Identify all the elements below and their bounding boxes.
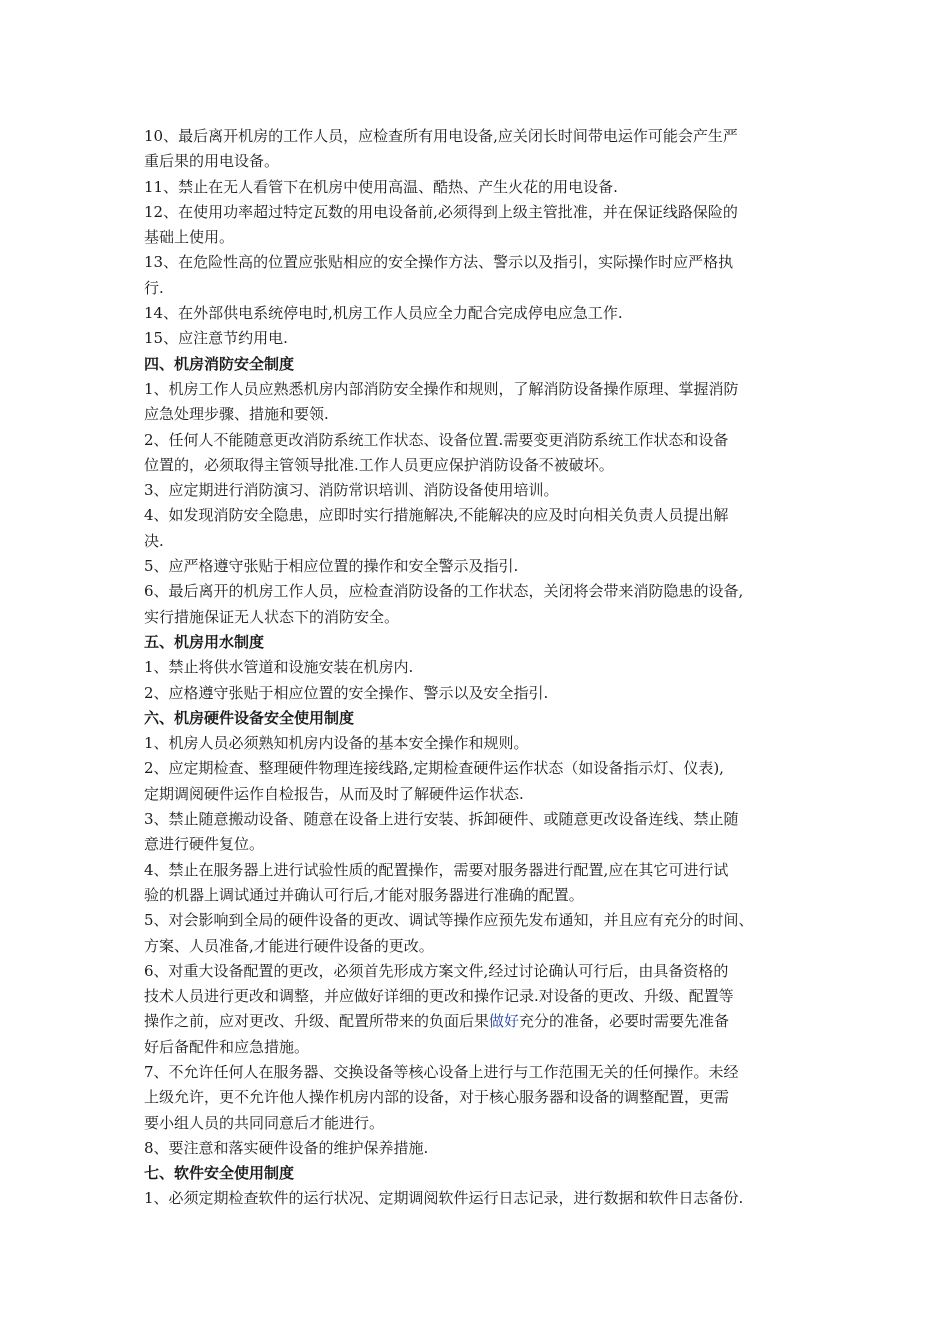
document-page: [144, 124, 824, 1212]
text-line: [144, 554, 824, 579]
section-heading: [144, 352, 824, 377]
line-text: 14、在外部供电系统停电时,机房工作人员应全力配合完成停电应急工作.: [144, 304, 623, 323]
inline-link[interactable]: 做好: [489, 1012, 520, 1031]
line-text-continued: 充分的准备，必要时需要先准备: [519, 1012, 730, 1031]
line-text: 实行措施保证无人状态下的消防安全。: [144, 607, 400, 626]
text-line: [144, 984, 824, 1009]
text-line: [144, 1060, 824, 1085]
line-text: 技术人员进行更改和调整，并应做好详细的更改和操作记录.对设备的更改、升级、配置等: [144, 987, 734, 1006]
line-text: 6、对重大设备配置的更改，必须首先形成方案文件,经过讨论确认可行后，由具备资格的: [144, 961, 729, 980]
text-line: [144, 605, 824, 630]
text-line: [144, 377, 824, 402]
text-line: [144, 326, 824, 351]
line-text: 1、必须定期检查软件的运行状况、定期调阅软件运行日志记录，进行数据和软件日志备份.: [144, 1189, 744, 1208]
line-text: 8、要注意和落实硬件设备的维护保养措施.: [144, 1138, 429, 1157]
line-text: 2、任何人不能随意更改消防系统工作状态、设备位置.需要变更消防系统工作状态和设备: [144, 430, 729, 449]
line-text: 应急处理步骤、措施和要领.: [144, 405, 329, 424]
text-line: [144, 681, 824, 706]
text-line: [144, 1186, 824, 1211]
text-line: [144, 124, 824, 149]
text-line: [144, 832, 824, 857]
text-line: [144, 1111, 824, 1136]
line-text: 五、机房用水制度: [144, 632, 265, 651]
line-text: 七、软件安全使用制度: [144, 1164, 295, 1183]
section-heading: [144, 706, 824, 731]
text-line: [144, 175, 824, 200]
text-line: [144, 1136, 824, 1161]
line-text: 定期调阅硬件运作自检报告，从而及时了解硬件运作状态.: [144, 784, 524, 803]
text-line: [144, 225, 824, 250]
line-text: 3、应定期进行消防演习、消防常识培训、消防设备使用培训。: [144, 481, 559, 500]
line-text: 2、应格遵守张贴于相应位置的安全操作、警示以及安全指引.: [144, 683, 549, 702]
section-heading: [144, 630, 824, 655]
line-text: 基础上使用。: [144, 228, 235, 247]
line-text: 方案、人员准备,才能进行硬件设备的更改。: [144, 936, 434, 955]
line-text: 13、在危险性高的位置应张贴相应的安全操作方法、警示以及指引，实际操作时应严格执: [144, 253, 734, 272]
text-line: [144, 1009, 824, 1034]
line-text: 15、应注意节约用电.: [144, 329, 288, 348]
text-line: [144, 149, 824, 174]
line-text: 5、对会影响到全局的硬件设备的更改、调试等操作应预先发布通知，并且应有充分的时间、: [144, 911, 754, 930]
line-text: 4、如发现消防安全隐患，应即时实行措施解决,不能解决的应及时向相关负责人员提出解: [144, 506, 729, 525]
text-line: [144, 934, 824, 959]
text-line: [144, 301, 824, 326]
line-text: 2、应定期检查、整理硬件物理连接线路,定期检查硬件运作状态（如设备指示灯、仪表),: [144, 759, 724, 778]
line-text: 11、禁止在无人看管下在机房中使用高温、酷热、产生火花的用电设备.: [144, 177, 618, 196]
line-text: 操作之前，应对更改、升级、配置所带来的负面后果: [144, 1012, 490, 1031]
text-line: [144, 428, 824, 453]
line-text: 4、禁止在服务器上进行试验性质的配置操作，需要对服务器进行配置,应在其它可进行试: [144, 860, 729, 879]
line-text: 3、禁止随意搬动设备、随意在设备上进行安装、拆卸硬件、或随意更改设备连线、禁止随: [144, 810, 739, 829]
text-line: [144, 1085, 824, 1110]
line-text: 位置的，必须取得主管领导批准.工作人员更应保护消防设备不被破坏。: [144, 455, 614, 474]
text-line: [144, 858, 824, 883]
text-line: [144, 883, 824, 908]
text-line: [144, 453, 824, 478]
line-text: 决.: [144, 531, 164, 550]
text-line: [144, 807, 824, 832]
line-text: 10、最后离开机房的工作人员，应检查所有用电设备,应关闭长时间带电运作可能会产生严: [144, 127, 738, 145]
text-line: [144, 478, 824, 503]
line-text: 行.: [144, 278, 164, 297]
line-text: 7、不允许任何人在服务器、交换设备等核心设备上进行与工作范围无关的任何操作。未经: [144, 1062, 739, 1081]
line-text: 12、在使用功率超过特定瓦数的用电设备前,必须得到上级主管批准，并在保证线路保险的: [144, 202, 738, 221]
line-text: 上级允许，更不允许他人操作机房内部的设备，对于核心服务器和设备的调整配置，更需: [144, 1088, 730, 1107]
text-line: [144, 731, 824, 756]
line-text: 1、禁止将供水管道和设施安装在机房内.: [144, 658, 414, 677]
line-text: 6、最后离开的机房工作人员，应检查消防设备的工作状态，关闭将会带来消防隐患的设备,: [144, 582, 744, 601]
text-line: [144, 503, 824, 528]
text-line: [144, 908, 824, 933]
line-text: 要小组人员的共同同意后才能进行。: [144, 1113, 385, 1132]
section-heading: [144, 1161, 824, 1186]
line-text: 重后果的用电设备。: [144, 152, 280, 171]
line-text: 验的机器上调试通过并确认可行后,才能对服务器进行准确的配置。: [144, 885, 584, 904]
text-line: [144, 655, 824, 680]
line-text: 四、机房消防安全制度: [144, 354, 295, 373]
text-line: [144, 579, 824, 604]
line-text: 1、机房工作人员应熟悉机房内部消防安全操作和规则，了解消防设备操作原理、掌握消防: [144, 379, 739, 398]
text-line: [144, 250, 824, 275]
text-line: [144, 959, 824, 984]
text-line: [144, 402, 824, 427]
line-text: 5、应严格遵守张贴于相应位置的操作和安全警示及指引.: [144, 557, 519, 576]
text-line: [144, 1035, 824, 1060]
text-line: [144, 276, 824, 301]
line-text: 六、机房硬件设备安全使用制度: [144, 708, 355, 727]
line-text: 1、机房人员必须熟知机房内设备的基本安全操作和规则。: [144, 734, 529, 753]
line-text: 好后备配件和应急措施。: [144, 1037, 310, 1056]
text-line: [144, 200, 824, 225]
text-line: [144, 529, 824, 554]
line-text: 意进行硬件复位。: [144, 835, 265, 854]
text-line: [144, 756, 824, 781]
text-line: [144, 782, 824, 807]
